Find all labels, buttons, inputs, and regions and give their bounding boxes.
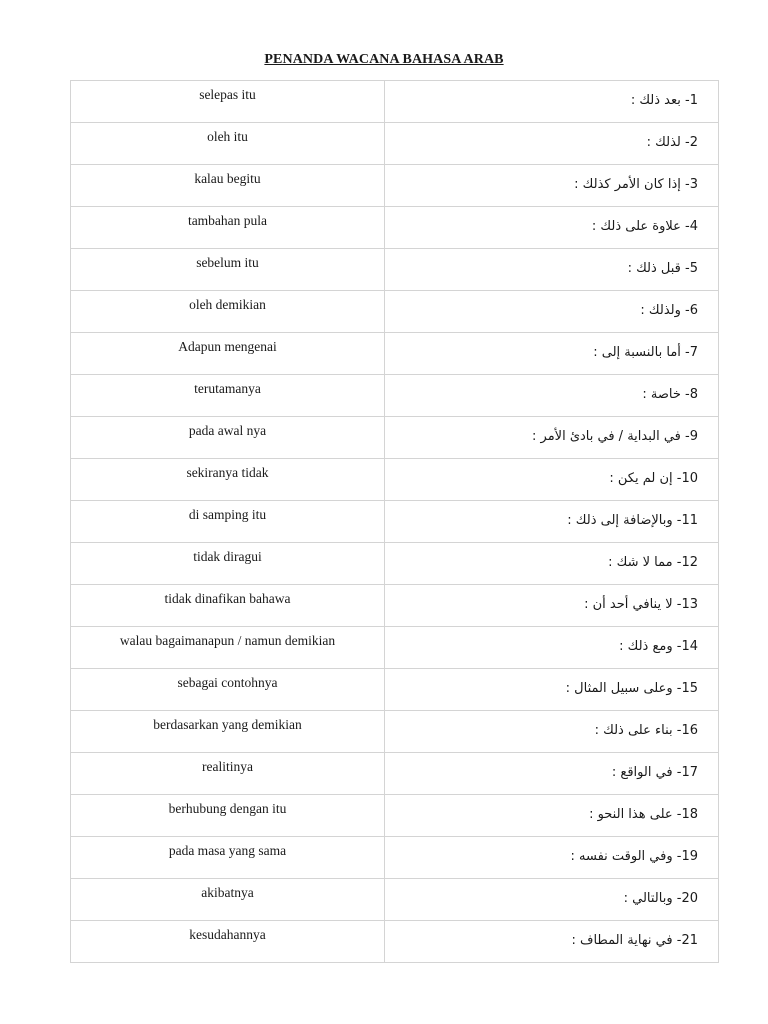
table-row <box>71 921 719 963</box>
malay-cell: kalau begitu <box>71 165 385 207</box>
arabic-cell: 4- علاوة على ذلك : <box>385 207 719 249</box>
malay-cell: Adapun mengenai <box>71 333 385 375</box>
malay-cell: selepas itu <box>71 81 385 123</box>
table-row <box>71 375 719 417</box>
arabic-cell: 10- إن لم يكن : <box>385 459 719 501</box>
arabic-cell: 6- ولذلك : <box>385 291 719 333</box>
table-row <box>71 501 719 543</box>
arabic-cell: 14- ومع ذلك : <box>385 627 719 669</box>
malay-cell: oleh itu <box>71 123 385 165</box>
malay-cell: berhubung dengan itu <box>71 795 385 837</box>
phrase-table <box>70 80 719 963</box>
malay-cell: terutamanya <box>71 375 385 417</box>
table-row <box>71 165 719 207</box>
malay-cell: pada masa yang sama <box>71 837 385 879</box>
table-row <box>71 417 719 459</box>
arabic-cell: 17- في الواقع : <box>385 753 719 795</box>
table-row <box>71 795 719 837</box>
arabic-cell: 11- وبالإضافة إلى ذلك : <box>385 501 719 543</box>
table-row <box>71 837 719 879</box>
malay-cell: walau bagaimanapun / namun demikian <box>71 627 385 669</box>
malay-cell: akibatnya <box>71 879 385 921</box>
table-row <box>71 81 719 123</box>
malay-cell: tidak dinafikan bahawa <box>71 585 385 627</box>
table-row <box>71 543 719 585</box>
table-row <box>71 711 719 753</box>
arabic-cell: 19- وفي الوقت نفسه : <box>385 837 719 879</box>
table-row <box>71 207 719 249</box>
table-row <box>71 627 719 669</box>
table-row <box>71 669 719 711</box>
malay-cell: kesudahannya <box>71 921 385 963</box>
arabic-cell: 9- في البداية / في بادئ الأمر : <box>385 417 719 459</box>
table-row <box>71 879 719 921</box>
document-title: PENANDA WACANA BAHASA ARAB <box>264 52 504 67</box>
arabic-cell: 5- قبل ذلك : <box>385 249 719 291</box>
table-row <box>71 753 719 795</box>
table-row <box>71 585 719 627</box>
arabic-cell: 20- وبالتالي : <box>385 879 719 921</box>
arabic-cell: 16- بناء على ذلك : <box>385 711 719 753</box>
arabic-cell: 13- لا ينافي أحد أن : <box>385 585 719 627</box>
table-row <box>71 459 719 501</box>
malay-cell: oleh demikian <box>71 291 385 333</box>
arabic-cell: 21- في نهاية المطاف : <box>385 921 719 963</box>
table-row <box>71 333 719 375</box>
arabic-cell: 15- وعلى سبيل المثال : <box>385 669 719 711</box>
malay-cell: realitinya <box>71 753 385 795</box>
table-row <box>71 249 719 291</box>
malay-cell: berdasarkan yang demikian <box>71 711 385 753</box>
arabic-cell: 3- إذا كان الأمر كذلك : <box>385 165 719 207</box>
arabic-cell: 12- مما لا شك : <box>385 543 719 585</box>
table-row <box>71 291 719 333</box>
table-row <box>71 123 719 165</box>
malay-cell: tambahan pula <box>71 207 385 249</box>
phrase-table-body <box>71 81 719 963</box>
malay-cell: sebelum itu <box>71 249 385 291</box>
malay-cell: pada awal nya <box>71 417 385 459</box>
malay-cell: tidak diragui <box>71 543 385 585</box>
arabic-cell: 2- لذلك : <box>385 123 719 165</box>
arabic-cell: 8- خاصة : <box>385 375 719 417</box>
arabic-cell: 18- على هذا النحو : <box>385 795 719 837</box>
arabic-cell: 1- بعد ذلك : <box>385 81 719 123</box>
malay-cell: sebagai contohnya <box>71 669 385 711</box>
arabic-cell: 7- أما بالنسبة إلى : <box>385 333 719 375</box>
malay-cell: di samping itu <box>71 501 385 543</box>
malay-cell: sekiranya tidak <box>71 459 385 501</box>
